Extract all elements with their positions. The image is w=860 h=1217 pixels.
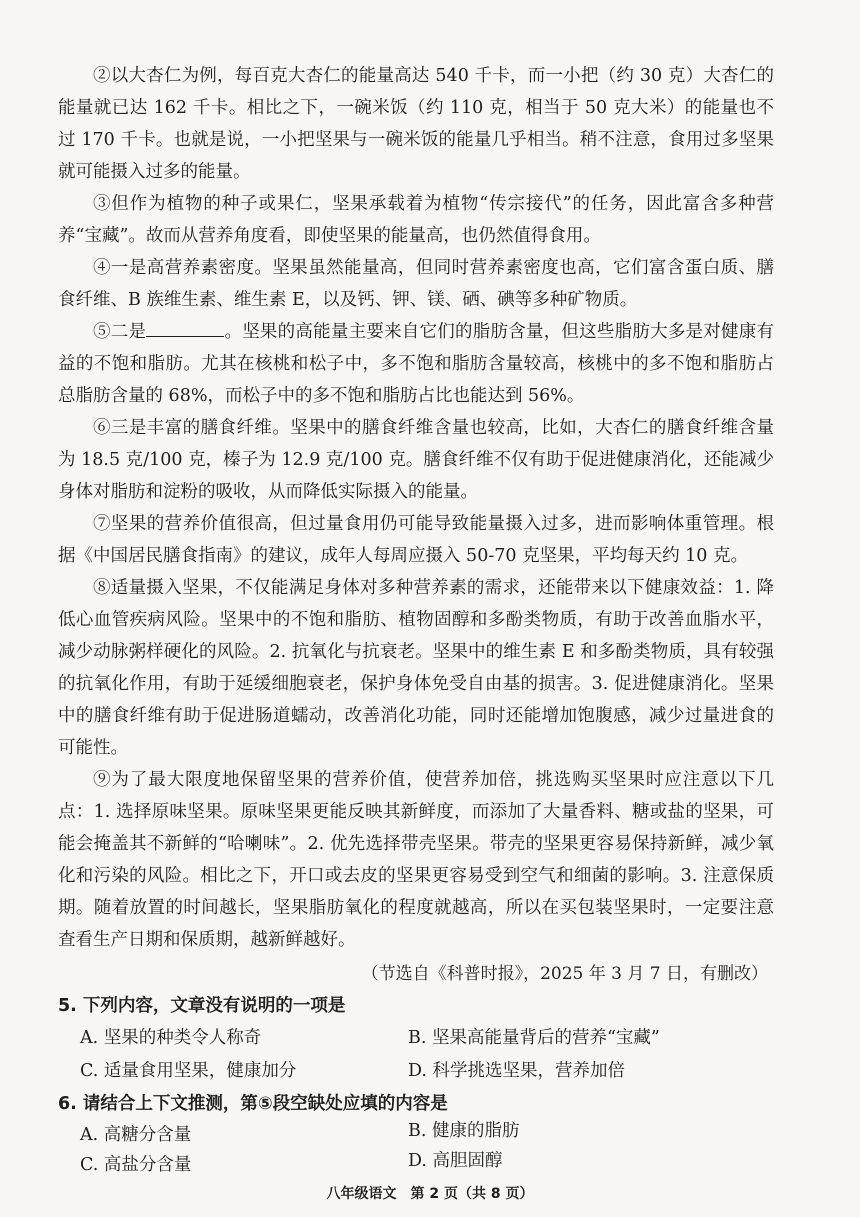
- question-5-option-a[interactable]: A. 坚果的种类令人称奇: [80, 1028, 262, 1048]
- paragraph-8: ⑧适量摄入坚果，不仅能满足身体对多种营养素的需求，还能带来以下健康效益：1. 降低心血管疾病风险。坚果中的不饱和脂肪、植物固醇和多酚类物质，有助于改善血脂水平，减少动脉粥样硬化的风险。2. 抗氧化与抗衰老。坚果中的维生素 E 和多酚类物质，具有较强的抗氧化作用，有助于延缓细胞衰老，保护身体免受自由基的损害。3. 促进健康消化。坚果中的膳食纤维有助于促进肠道蠕动，改善消化功能，同时还能增加饱腹感，减少过量进食的可能性。: [58, 578, 774, 758]
- question-5-option-c[interactable]: C. 适量食用坚果，健康加分: [80, 1061, 297, 1081]
- paragraph-7: ⑦坚果的营养价值很高，但过量食用仍可能导致能量摄入过多，进而影响体重管理。根据《中国居民膳食指南》的建议，成年人每周应摄入 50-70 克坚果，平均每天约 10 克。: [58, 514, 774, 566]
- question-6-option-a[interactable]: A. 高糖分含量: [80, 1125, 192, 1145]
- paragraph-5-lead: ⑤二是: [93, 322, 147, 342]
- page-footer: 八年级语文 第 2 页（共 8 页）: [326, 1186, 534, 1202]
- paragraph-9: ⑨为了最大限度地保留坚果的营养价值，使营养加倍，挑选购买坚果时应注意以下几点：1. 选择原味坚果。原味坚果更能反映其新鲜度，而添加了大量香料、糖或盐的坚果，可能会掩盖其不新鲜的“哈喇味”。2. 优先选择带壳坚果。带壳的坚果更容易保持新鲜，减少氧化和污染的风险。相比之下，开口或去皮的坚果更容易受到空气和细菌的影响。3. 注意保质期。随着放置的时间越长，坚果脂肪氧化的程度就越高，所以在买包装坚果时，一定要注意查看生产日期和保质期，越新鲜越好。: [58, 770, 774, 950]
- paragraph-2: ②以大杏仁为例，每百克大杏仁的能量高达 540 千卡，而一小把（约 30 克）大杏仁的能量就已达 162 千卡。相比之下，一碗米饭（约 110 克，相当于 50 克大米）的能量也不过 170 千卡。也就是说，一小把坚果与一碗米饭的能量几乎相当。稍不注意，食用过多坚果就可能摄入过多的能量。: [58, 66, 774, 182]
- paragraph-4: ④一是高营养素密度。坚果虽然能量高，但同时营养素密度也高，它们富含蛋白质、膳食纤维、B 族维生素、维生素 E，以及钙、钾、镁、硒、碘等多种矿物质。: [58, 258, 774, 310]
- question-6-option-b[interactable]: B. 健康的脂肪: [408, 1121, 520, 1141]
- fill-in-blank: [146, 318, 224, 337]
- question-5-option-b[interactable]: B. 坚果高能量背后的营养“宝藏”: [408, 1028, 660, 1048]
- question-6-option-d[interactable]: D. 高胆固醇: [408, 1151, 503, 1171]
- paragraph-6: ⑥三是丰富的膳食纤维。坚果中的膳食纤维含量也较高，比如，大杏仁的膳食纤维含量为 18.5 克/100 克，榛子为 12.9 克/100 克。膳食纤维不仅有助于促进健康消化，还能减少身体对脂肪和淀粉的吸收，从而降低实际摄入的能量。: [58, 418, 774, 502]
- question-6-option-c[interactable]: C. 高盐分含量: [80, 1155, 192, 1175]
- question-5-stem: 5. 下列内容，文章没有说明的一项是: [58, 996, 346, 1016]
- paragraph-3: ③但作为植物的种子或果仁，坚果承载着为植物“传宗接代”的任务，因此富含多种营养“宝藏”。故而从营养角度看，即使坚果的能量高，也仍然值得食用。: [58, 194, 774, 246]
- paragraph-5: [58, 316, 774, 412]
- source-citation: （节选自《科普时报》，2025 年 3 月 7 日，有删改）: [361, 964, 768, 984]
- paragraph-5-body: 。坚果的高能量主要来自它们的脂肪含量，但这些脂肪大多是对健康有益的不饱和脂肪。尤其在核桃和松子中，多不饱和脂肪含量较高，核桃中的多不饱和脂肪占总脂肪含量的 68%，而松子中的多不饱和脂肪占比也能达到 56%。: [58, 322, 775, 406]
- question-6-stem: 6. 请结合上下文推测，第⑤段空缺处应填的内容是: [58, 1094, 448, 1114]
- question-5-option-d[interactable]: D. 科学挑选坚果，营养加倍: [408, 1061, 626, 1081]
